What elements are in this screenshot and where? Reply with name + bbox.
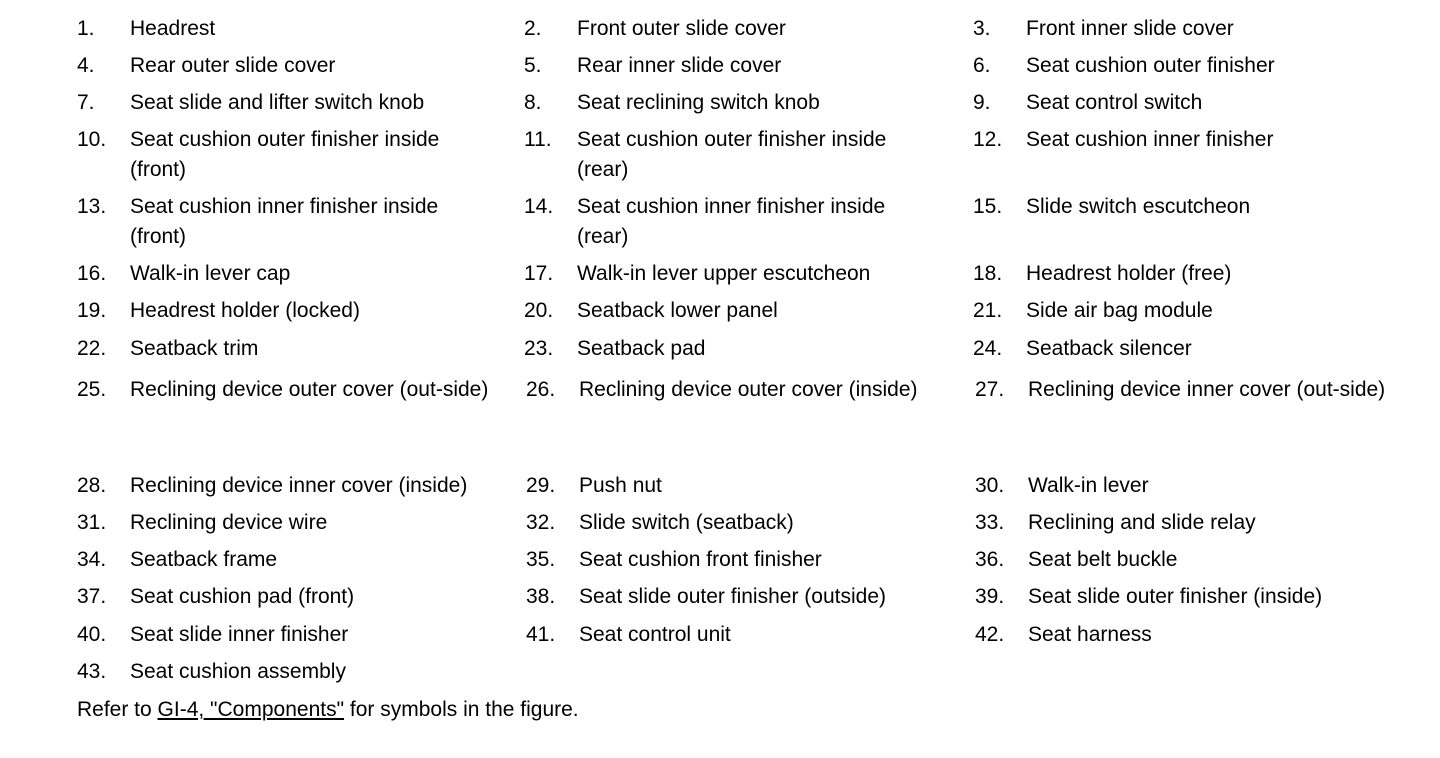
legend-item-number: 32. xyxy=(526,511,556,534)
legend-item-label: Reclining device outer cover (inside) xyxy=(579,378,918,401)
legend-item-label: Seatback frame xyxy=(130,548,278,571)
legend-item-label: Walk-in lever cap xyxy=(130,262,291,285)
legend-item-label: Push nut xyxy=(579,474,662,497)
legend-item-label: Seat harness xyxy=(1028,623,1152,646)
legend-item-number: 21. xyxy=(973,299,1003,322)
legend-item-number: 1. xyxy=(77,17,95,40)
legend-item-number: 15. xyxy=(973,195,1003,218)
legend-item-label: Rear outer slide cover xyxy=(130,54,336,77)
reference-note-prefix: Refer to xyxy=(77,698,158,721)
legend-item-label: Seat slide outer finisher (inside) xyxy=(1028,585,1323,608)
legend-item-number: 23. xyxy=(524,337,554,360)
legend-item-label: Rear inner slide cover xyxy=(577,54,782,77)
legend-item-label: Front inner slide cover xyxy=(1026,17,1234,40)
legend-item-number: 35. xyxy=(526,548,556,571)
legend-item-number: 24. xyxy=(973,337,1003,360)
legend-item-label: Seat cushion inner finisher xyxy=(1026,128,1274,151)
legend-item-number: 36. xyxy=(975,548,1005,571)
legend-item-number: 7. xyxy=(77,91,95,114)
legend-item-number: 30. xyxy=(975,474,1005,497)
legend-item-number: 12. xyxy=(973,128,1003,151)
legend-item-label: Headrest xyxy=(130,17,216,40)
legend-item-number: 31. xyxy=(77,511,107,534)
legend-item-label: Reclining device wire xyxy=(130,511,328,534)
legend-item-label: Seat reclining switch knob xyxy=(577,91,820,114)
legend-item-number: 28. xyxy=(77,474,107,497)
components-reference-link[interactable]: GI-4, "Components" xyxy=(157,698,345,721)
legend-item-number: 14. xyxy=(524,195,554,218)
legend-item-number: 39. xyxy=(975,585,1005,608)
reference-note-suffix: for symbols in the figure. xyxy=(344,698,579,721)
legend-item-label: Seat slide inner finisher xyxy=(130,623,349,646)
legend-item-label: Slide switch (seatback) xyxy=(579,511,794,534)
legend-item-label: Seat control unit xyxy=(579,623,731,646)
legend-item-label: Seat cushion pad (front) xyxy=(130,585,355,608)
legend-item-number: 11. xyxy=(524,128,552,151)
legend-item-number: 5. xyxy=(524,54,542,77)
legend-item-label: Side air bag module xyxy=(1026,299,1213,322)
legend-item-number: 16. xyxy=(77,262,107,285)
legend-item-number: 38. xyxy=(526,585,556,608)
legend-item-number: 3. xyxy=(973,17,991,40)
legend-item-number: 18. xyxy=(973,262,1003,285)
legend-item-label: Seat cushion assembly xyxy=(130,660,346,683)
legend-item-number: 29. xyxy=(526,474,556,497)
legend-item-number: 25. xyxy=(77,378,107,401)
legend-item-label: Reclining and slide relay xyxy=(1028,511,1256,534)
legend-item-label: Reclining device outer cover (out-side) xyxy=(130,378,489,401)
legend-item-label: Reclining device inner cover (inside) xyxy=(130,474,468,497)
legend-item-number: 19. xyxy=(77,299,107,322)
legend-item-label: Walk-in lever xyxy=(1028,474,1149,497)
legend-item-label: Seat cushion outer finisher inside (front) xyxy=(130,128,440,181)
legend-item-number: 4. xyxy=(77,54,95,77)
legend-item-label: Seatback pad xyxy=(577,337,706,360)
legend-item-label: Walk-in lever upper escutcheon xyxy=(577,262,871,285)
legend-item-label: Seatback lower panel xyxy=(577,299,778,322)
legend-item-label: Seat cushion inner finisher inside (rear) xyxy=(577,195,886,248)
legend-item-label: Seat slide outer finisher (outside) xyxy=(579,585,886,608)
legend-item-number: 40. xyxy=(77,623,107,646)
legend-item-label: Seat cushion outer finisher inside (rear) xyxy=(577,128,887,181)
legend-item-label: Front outer slide cover xyxy=(577,17,786,40)
legend-item-number: 13. xyxy=(77,195,107,218)
legend-item-label: Seatback silencer xyxy=(1026,337,1192,360)
legend-item-number: 6. xyxy=(973,54,991,77)
legend-item-number: 22. xyxy=(77,337,107,360)
legend-item-number: 42. xyxy=(975,623,1005,646)
legend-item-label: Seat cushion front finisher xyxy=(579,548,822,571)
legend-item-label: Headrest holder (free) xyxy=(1026,262,1232,285)
legend-item-label: Seat control switch xyxy=(1026,91,1203,114)
legend-item-number: 2. xyxy=(524,17,542,40)
legend-item-label: Seat slide and lifter switch knob xyxy=(130,91,425,114)
legend-item-label: Seat cushion outer finisher xyxy=(1026,54,1275,77)
legend-item-number: 37. xyxy=(77,585,107,608)
legend-item-number: 10. xyxy=(77,128,107,151)
reference-note xyxy=(77,695,579,725)
legend-item-label: Seat belt buckle xyxy=(1028,548,1178,571)
legend-item-label: Seat cushion inner finisher inside (front) xyxy=(130,195,439,248)
legend-item-number: 27. xyxy=(975,378,1005,401)
legend-item-label: Headrest holder (locked) xyxy=(130,299,360,322)
legend-item-number: 41. xyxy=(526,623,556,646)
legend-item-label: Seatback trim xyxy=(130,337,259,360)
legend-item-number: 34. xyxy=(77,548,107,571)
legend-item-number: 43. xyxy=(77,660,107,683)
legend-item-number: 33. xyxy=(975,511,1005,534)
legend-item-number: 8. xyxy=(524,91,542,114)
legend-item-number: 26. xyxy=(526,378,556,401)
legend-item-number: 20. xyxy=(524,299,554,322)
legend-item-label: Slide switch escutcheon xyxy=(1026,195,1251,218)
legend-item-number: 9. xyxy=(973,91,991,114)
legend-item-label: Reclining device inner cover (out-side) xyxy=(1028,378,1386,401)
legend-item-number: 17. xyxy=(524,262,554,285)
